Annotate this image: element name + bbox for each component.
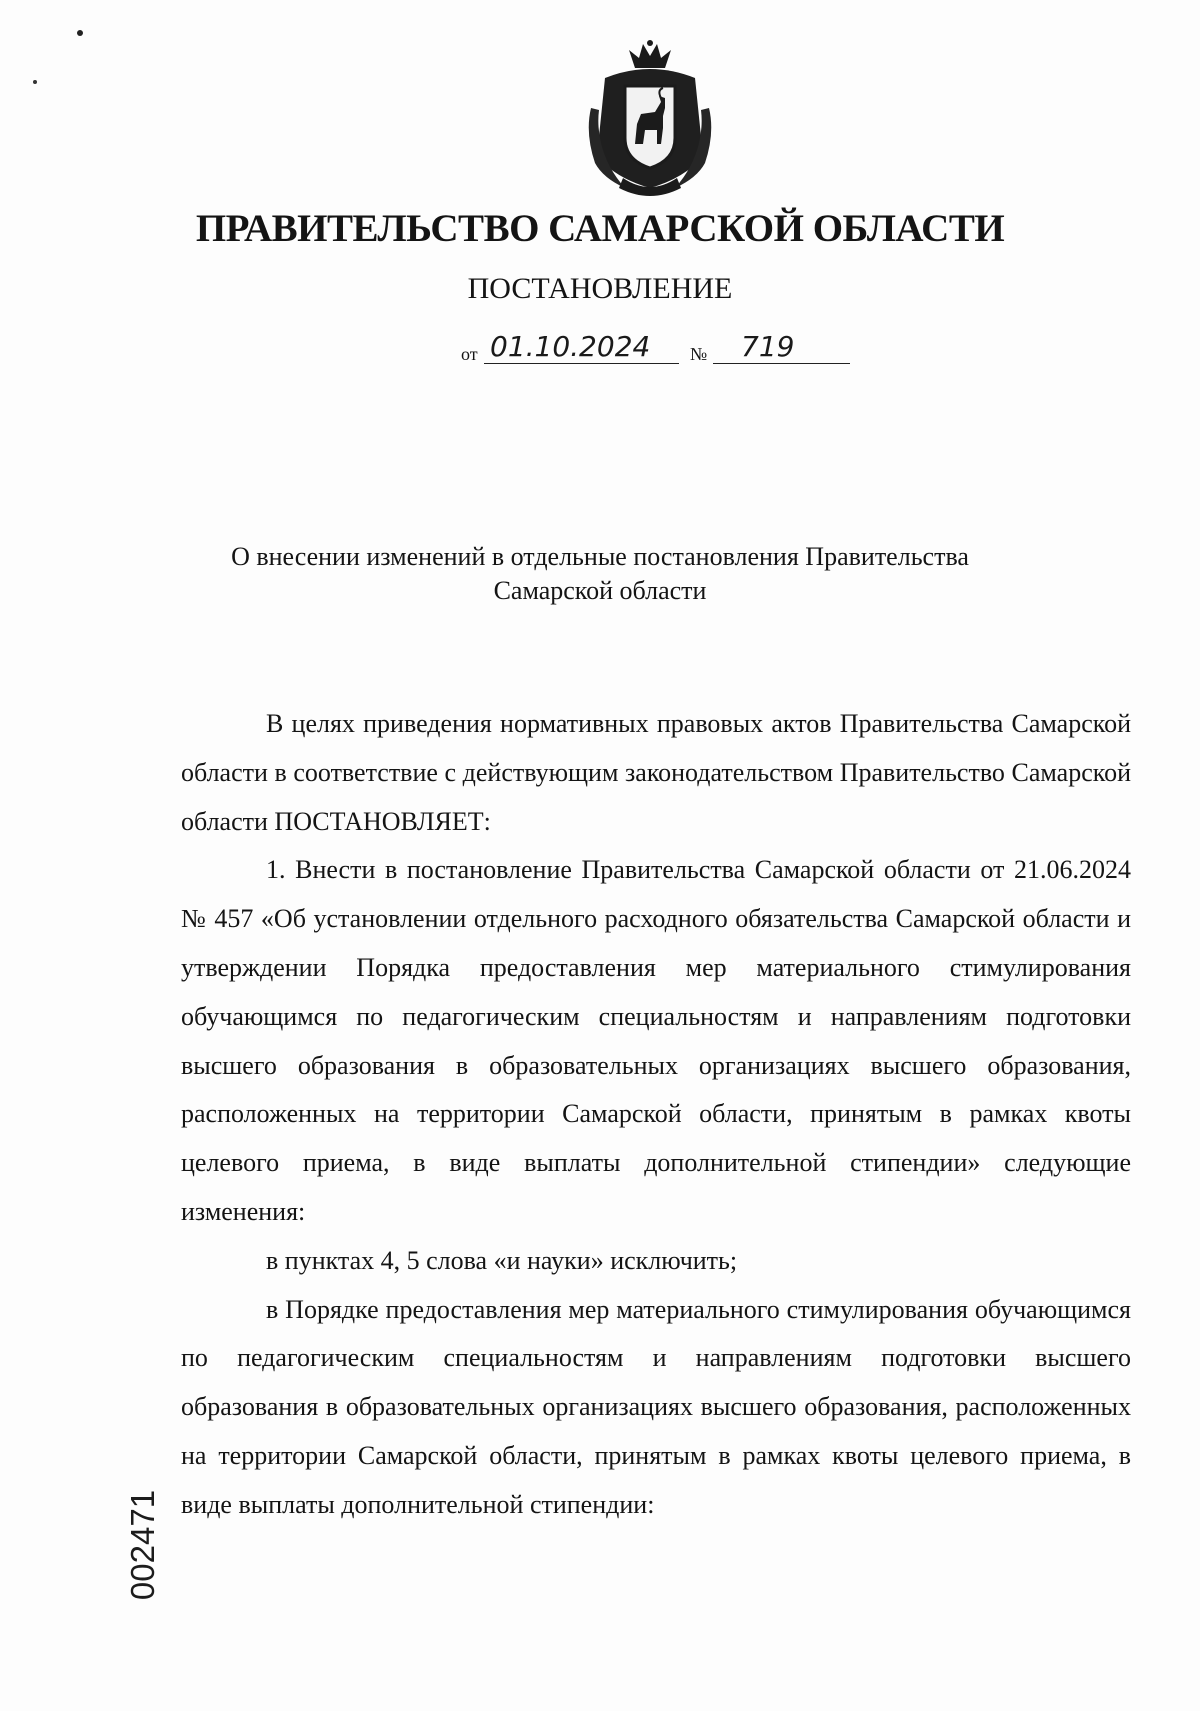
document-body [181, 700, 1131, 1530]
date-number-line [0, 330, 1200, 370]
handwritten-number: 719 [713, 330, 850, 364]
organization-title: ПРАВИТЕЛЬСТВО САМАРСКОЙ ОБЛАСТИ [195, 207, 1005, 250]
date-prefix: от [461, 344, 478, 364]
subject-line: Самарской области [493, 576, 707, 605]
scan-speck [77, 30, 83, 36]
samara-coat-of-arms-icon [585, 38, 715, 198]
scan-speck [33, 80, 37, 84]
margin-serial-number: 002471 [124, 1489, 161, 1601]
document-subject [0, 540, 1200, 608]
subject-line: О внесении изменений в отдельные постановления Правительства [231, 542, 969, 571]
body-paragraph: в Порядке предоставления мер материального стимулирования обучающимся по педагогическим специальностям и направлениям подготовки высшего образования в образовательных организациях высшего образования, расположенных на территории Самарской области, принятым в рамках квоты целевого приема, в виде выплаты дополнительной стипендии: [181, 1294, 1131, 1519]
body-paragraph: 1. Внести в постановление Правительства Самарской области от 21.06.2024 № 457 «Об установлении отдельного расходного обязательства Самарской области и утверждении Порядка предоставления мер материального стимулирования обучающимся по педагогическим специальностям и направлениям подготовки высшего образования в образовательных организациях высшего образования, расположенных на территории Самарской области, принятым в рамках квоты целевого приема, в виде выплаты дополнительной стипендии» следующие изменения: [181, 855, 1131, 1226]
body-paragraph: В целях приведения нормативных правовых актов Правительства Самарской области в соответствие с действующим законодательством Правительство Самарской области ПОСТАНОВЛЯЕТ: [181, 709, 1131, 836]
body-paragraph: в пунктах 4, 5 слова «и науки» исключить; [266, 1245, 738, 1275]
document-type: ПОСТАНОВЛЕНИЕ [467, 272, 733, 305]
number-prefix: № [690, 344, 708, 364]
handwritten-date: 01.10.2024 [484, 330, 679, 364]
